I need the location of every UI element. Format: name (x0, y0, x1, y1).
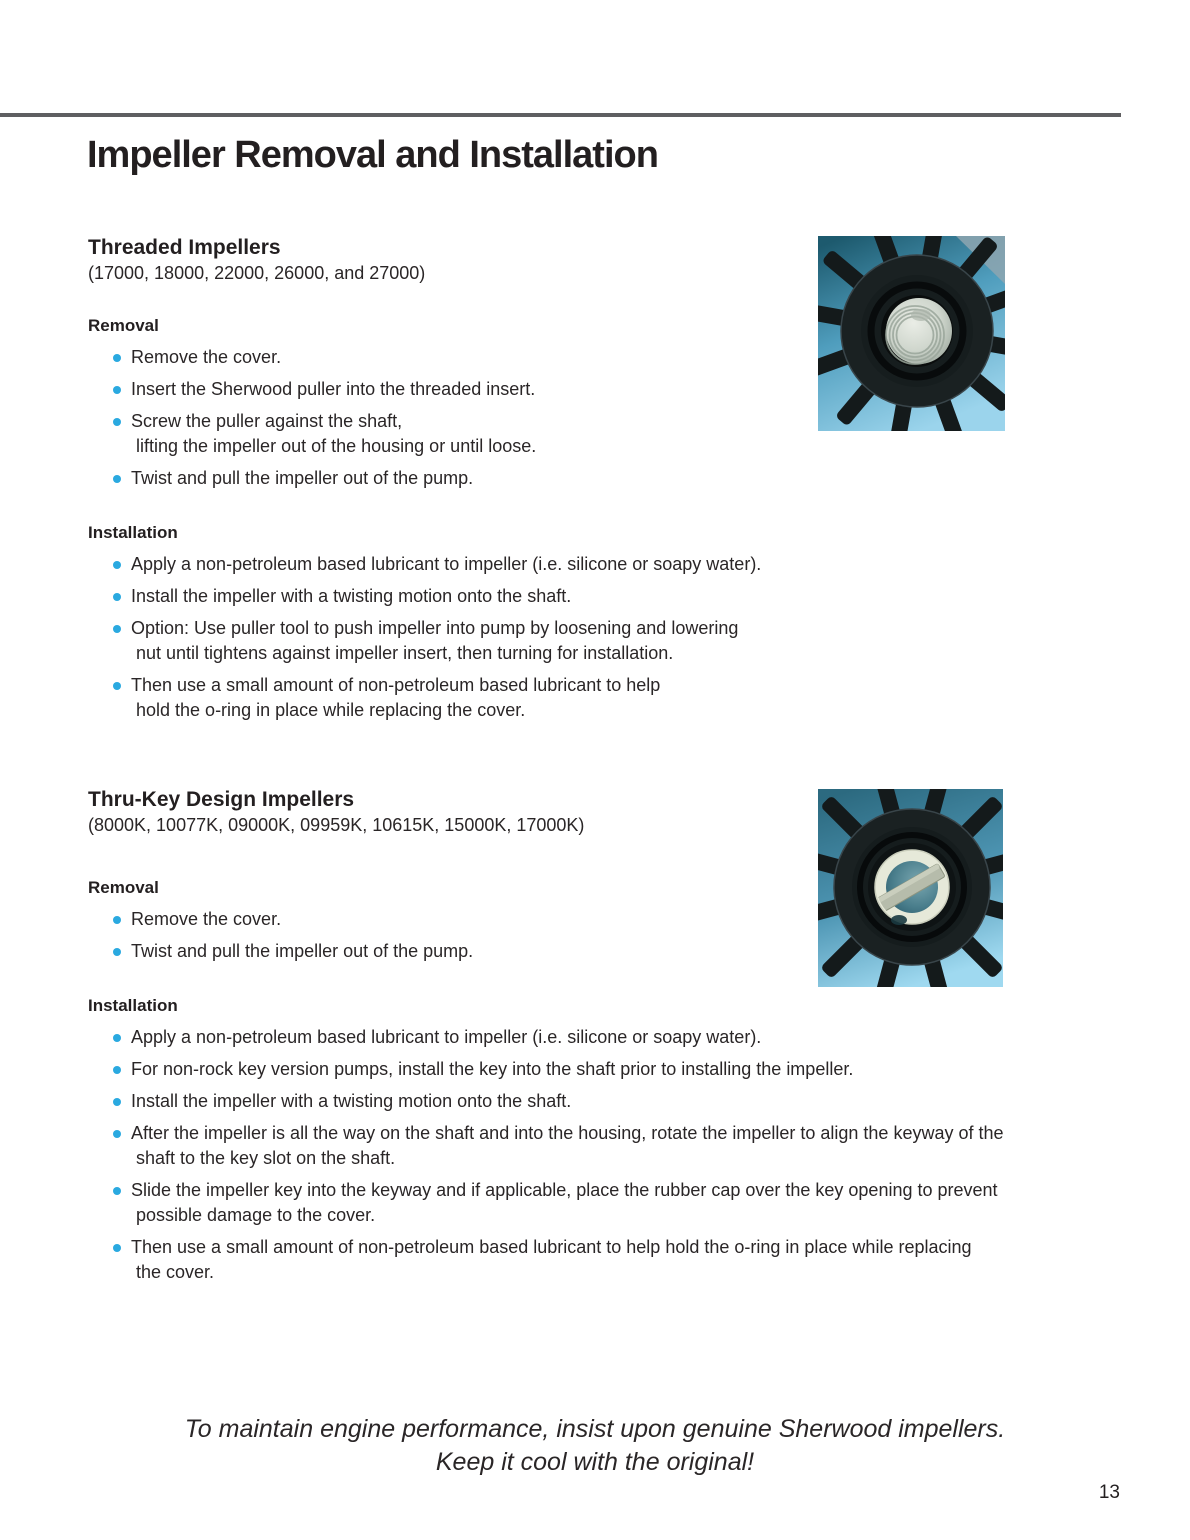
subsection-label-removal: Removal (88, 878, 159, 897)
list-item (88, 1235, 1103, 1285)
list-item (88, 552, 1103, 577)
bullet-text: Remove the cover. (131, 347, 282, 367)
installation-bullet-list (88, 1025, 1103, 1285)
bullet-text: For non-rock key version pumps, install the key into the shaft prior to installing the impeller. (131, 1059, 854, 1079)
bullet-text: Option: Use puller tool to push impeller into pump by loosening and lowering (131, 618, 739, 638)
list-item (88, 616, 1103, 666)
bullet-icon (113, 916, 121, 924)
bullet-text: Twist and pull the impeller out of the pump. (131, 468, 474, 488)
bullet-text: Screw the puller against the shaft, (131, 411, 403, 431)
page-number: 13 (1098, 1482, 1120, 1503)
bullet-icon (113, 386, 121, 394)
bullet-icon (113, 948, 121, 956)
thru-key-impeller-photo (818, 789, 1003, 987)
bullet-icon (113, 625, 121, 633)
section-heading: Threaded Impellers (88, 236, 281, 259)
subsection-label-installation: Installation (88, 523, 178, 542)
bullet-text: Apply a non-petroleum based lubricant to impeller (i.e. silicone or soapy water). (131, 554, 762, 574)
bullet-icon (113, 1034, 121, 1042)
installation-bullet-list (88, 552, 1103, 723)
bullet-text: Install the impeller with a twisting motion onto the shaft. (131, 586, 572, 606)
bullet-icon (113, 593, 121, 601)
bullet-text: hold the o-ring in place while replacing the cover. (136, 700, 526, 720)
bullet-text: Then use a small amount of non-petroleum based lubricant to help hold the o-ring in place while replacing (131, 1237, 972, 1257)
bullet-icon (113, 682, 121, 690)
bullet-text: possible damage to the cover. (136, 1205, 376, 1225)
bullet-icon (113, 354, 121, 362)
footer-tagline (0, 1413, 1190, 1479)
list-item (88, 466, 1103, 491)
bullet-icon (113, 561, 121, 569)
bullet-text: Remove the cover. (131, 909, 282, 929)
bullet-icon (113, 1066, 121, 1074)
section-heading: Thru-Key Design Impellers (88, 788, 355, 811)
list-item (88, 1025, 1103, 1050)
bullet-icon (113, 1187, 121, 1195)
header-rule (0, 113, 1121, 117)
footer-tagline-line1: To maintain engine performance, insist upon genuine Sherwood impellers. (184, 1415, 1006, 1443)
bullet-text: the cover. (136, 1262, 215, 1282)
subsection-label-installation: Installation (88, 996, 178, 1015)
bullet-text: Insert the Sherwood puller into the threaded insert. (131, 379, 536, 399)
bullet-text: Twist and pull the impeller out of the pump. (131, 941, 474, 961)
bullet-text: Slide the impeller key into the keyway and if applicable, place the rubber cap over the key opening to prevent (131, 1180, 998, 1200)
footer-tagline-line2: Keep it cool with the original! (435, 1448, 755, 1476)
list-item (88, 1121, 1103, 1171)
bullet-icon (113, 475, 121, 483)
bullet-text: lifting the impeller out of the housing or until loose. (136, 436, 537, 456)
bullet-icon (113, 1098, 121, 1106)
subsection-label-removal: Removal (88, 316, 159, 335)
list-item (88, 1057, 1103, 1082)
list-item (88, 1178, 1103, 1228)
page-title: Impeller Removal and Installation (87, 134, 658, 176)
list-item (88, 584, 1103, 609)
bullet-text: shaft to the key slot on the shaft. (136, 1148, 396, 1168)
bullet-text: Install the impeller with a twisting motion onto the shaft. (131, 1091, 572, 1111)
threaded-impeller-photo (818, 236, 1005, 431)
bullet-icon (113, 418, 121, 426)
list-item (88, 673, 1103, 723)
bullet-text: After the impeller is all the way on the shaft and into the housing, rotate the impeller to align the keyway of the (131, 1123, 1004, 1143)
model-numbers: (8000K, 10077K, 09000K, 09959K, 10615K, 15000K, 17000K) (88, 815, 585, 835)
bullet-icon (113, 1244, 121, 1252)
bullet-text: nut until tightens against impeller insert, then turning for installation. (136, 643, 674, 663)
model-numbers: (17000, 18000, 22000, 26000, and 27000) (88, 263, 426, 283)
bullet-icon (113, 1130, 121, 1138)
bullet-text: Then use a small amount of non-petroleum based lubricant to help (131, 675, 661, 695)
list-item (88, 1089, 1103, 1114)
bullet-text: Apply a non-petroleum based lubricant to impeller (i.e. silicone or soapy water). (131, 1027, 762, 1047)
